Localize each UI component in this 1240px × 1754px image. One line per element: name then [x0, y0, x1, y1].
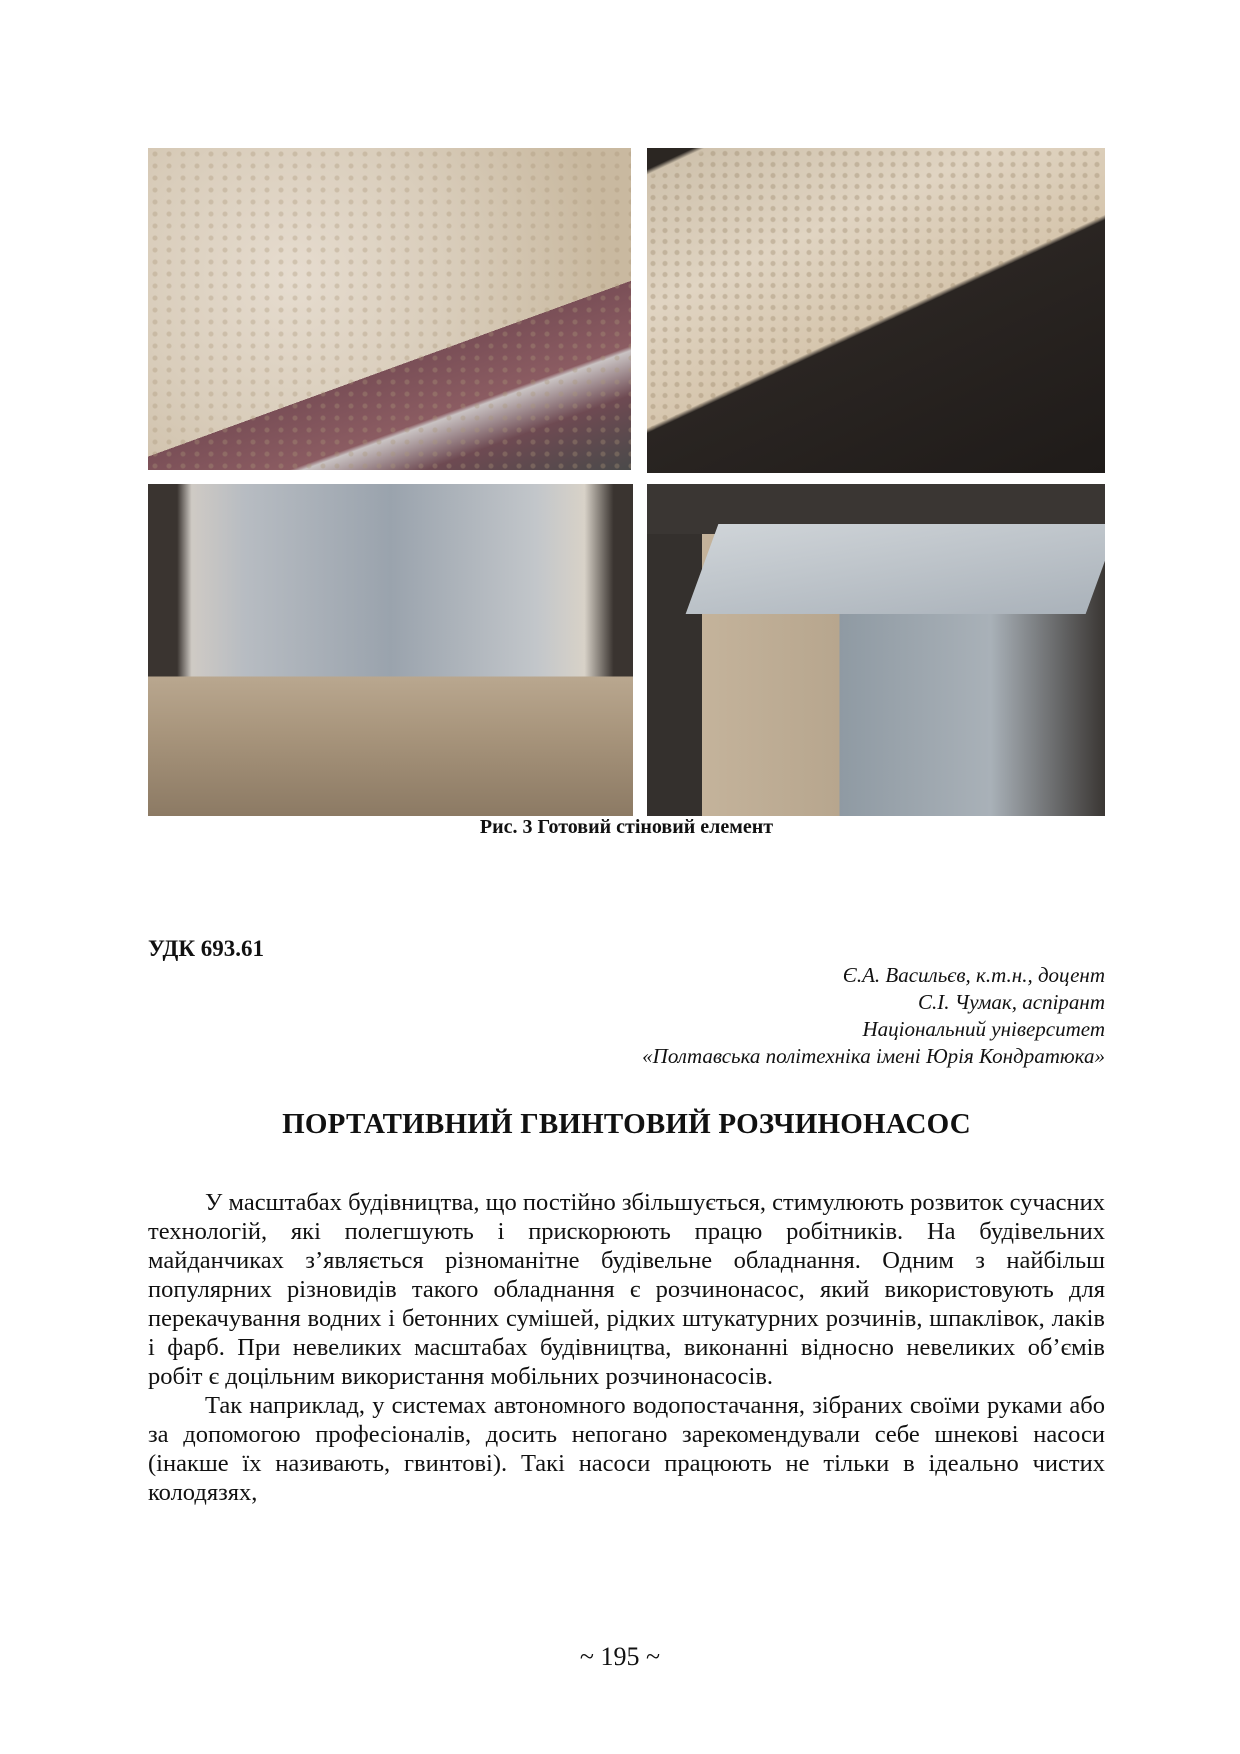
photo-block-corner-view	[647, 484, 1105, 816]
paragraph: У масштабах будівництва, що постійно збільшується, стимулюють розвиток сучасних технологій, які полегшують і прискорюють працю робітників. На будівельних майданчиках з’являється різноманітне будівельне обладнання. Одним з найбільш популярних різновидів такого обладнання є розчинонасос, який використовують для перекачування водних і бетонних сумішей, рідких штукатурних розчинів, шпаклівок, лаків і фарб. При невеликих масштабах будівництва, виконанні відносно невеликих об’ємів робіт є доцільним використання мобільних розчинонасосів.	[148, 1189, 1105, 1390]
affiliation-line-1: Національний університет	[862, 1017, 1105, 1041]
figure-caption: Рис. 3 Готовий стіновий елемент	[479, 816, 774, 838]
article-body	[148, 1188, 1105, 1507]
affiliation-line-2: «Полтавська політехніка імені Юрія Кондратюка»	[642, 1044, 1105, 1068]
udk-code: УДК 693.61	[148, 936, 265, 961]
author-1: Є.А. Васильєв, к.т.н., доцент	[842, 963, 1105, 987]
paragraph: Так наприклад, у системах автономного водопостачання, зібраних своїми руками або за допомогою професіоналів, досить непогано зарекомендували себе шнекові насоси (інакше їх називають, гвинтові). Такі насоси працюють не тільки в ідеально чистих колодязях,	[148, 1392, 1105, 1506]
author-2: С.І. Чумак, аспірант	[918, 990, 1105, 1014]
page-number: ~ 195 ~	[579, 1642, 661, 1671]
photo-steel-capped-block	[148, 484, 633, 816]
photo-block-dark-background	[647, 148, 1105, 473]
article-title: ПОРТАТИВНИЙ ГВИНТОВИЙ РОЗЧИНОНАСОС	[282, 1108, 971, 1140]
author-block	[642, 962, 1105, 1070]
photo-foam-block-maroon-sheet	[148, 148, 631, 470]
